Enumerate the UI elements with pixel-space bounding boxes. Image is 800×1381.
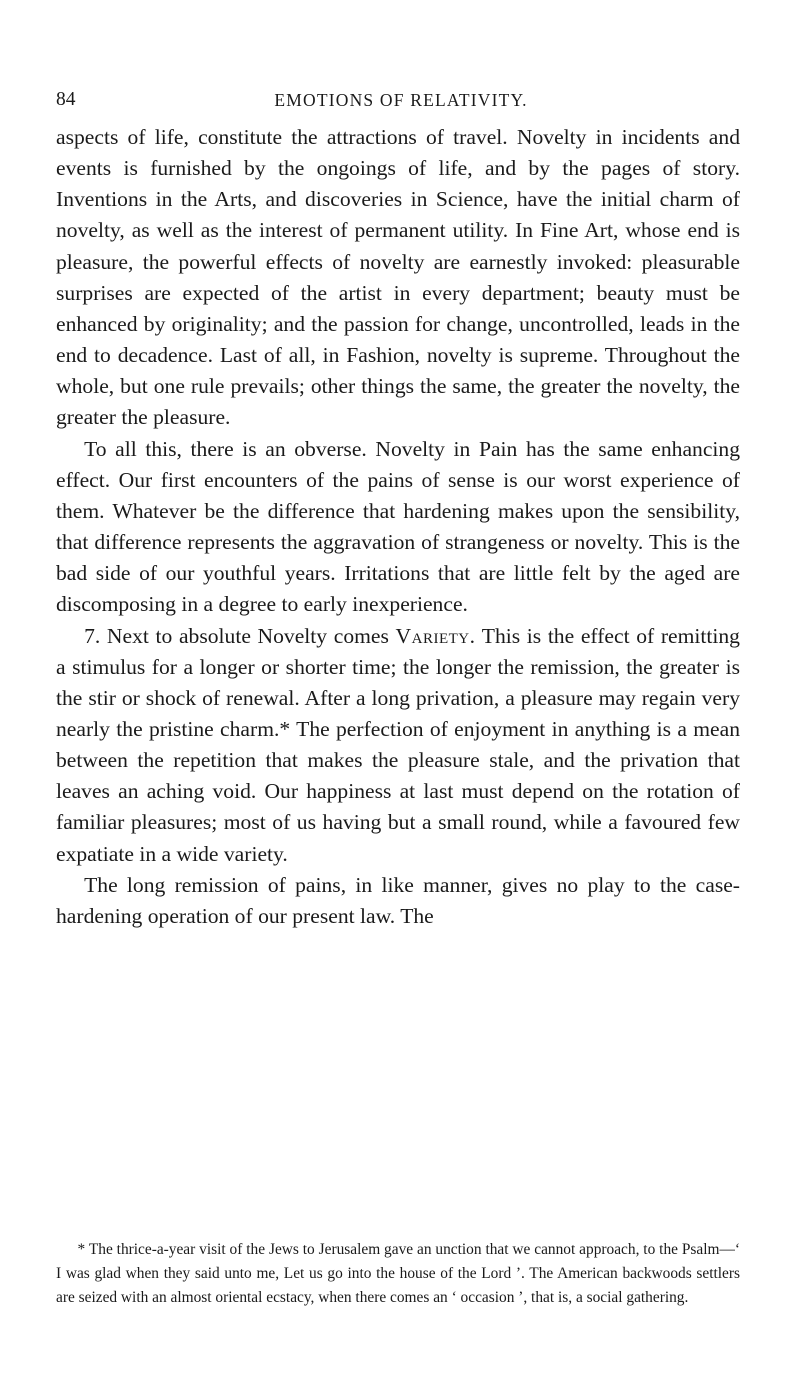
page-number: 84	[56, 89, 76, 110]
footnote-text: * The thrice-a-year visit of the Jews to Jerusalem gave an unction that we cannot approach, to the Psalm—‘ I was glad when they said unto me, Let us go into the house of the Lord ’. The American backwoods settlers are seized with an almost oriental ecstacy, when there comes an ‘ occasion ’, that is, a social gathering.	[56, 1241, 740, 1306]
footnote	[56, 1238, 740, 1309]
paragraph-novelty-in-pain: To all this, there is an obverse. Novelty in Pain has the same enhancing effect. Our first encounters of the pains of sense is our worst experience of them. Whatever be the difference that hardening makes upon the sensibility, that difference represents the aggravation of strangeness or novelty. This is the bad side of our youthful years. Irritations that are little felt by the aged are discomposing in a degree to early inexperience.	[56, 436, 740, 617]
paragraph-variety-intro: 7. Next to absolute Novelty comes	[84, 623, 396, 648]
paragraph-travel-novelty: aspects of life, constitute the attractions of travel. Novelty in incidents and events is furnished by the ongoings of life, and by the pages of story. Inventions in the Arts, and discoveries in Science, have the initial charm of novelty, as well as the interest of permanent utility. In Fine Art, whose end is pleasure, the powerful effects of novelty are earnestly invoked: pleasurable surprises are expected of the artist in every department; beauty must be enhanced by originality; and the passion for change, uncontrolled, leads in the end to decadence. Last of all, in Fashion, novelty is supreme. Throughout the whole, but one rule prevails; other things the same, the greater the novelty, the greater the pleasure.	[56, 125, 740, 430]
paragraph-variety-body: This is the effect of remitting a stimulus for a longer or shorter time; the longer the remission, the greater is the stir or shock of renewal. After a long privation, a pleasure may regain very nearly the pristine charm.* The perfection of enjoyment in anything is a mean between the repetition that makes the pleasure stale, and the privation that leaves an aching void. Our happiness at last must depend on the rotation of familiar pleasures; most of us having but a small round, while a favoured few expatiate in a wide variety.	[56, 623, 740, 866]
variety-term: Variety.	[395, 623, 476, 648]
paragraph-remission-of-pains: The long remission of pains, in like manner, gives no play to the case-hardening operation of our present law. The	[56, 872, 740, 928]
paragraph-variety	[56, 621, 740, 870]
running-title: EMOTIONS OF RELATIVITY.	[274, 90, 528, 110]
body-text	[56, 122, 740, 932]
page-header	[56, 87, 746, 113]
